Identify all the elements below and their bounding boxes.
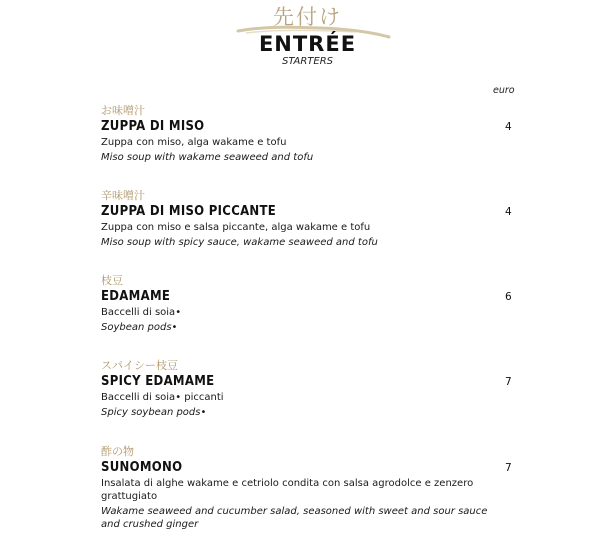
item-price: 7 bbox=[505, 376, 512, 388]
menu-item bbox=[101, 274, 521, 334]
item-japanese-name: 枝豆 bbox=[101, 274, 123, 287]
item-description-english: Miso soup with spicy sauce, wakame seaweed and tofu bbox=[101, 237, 378, 248]
item-description-english: Spicy soybean pods• bbox=[101, 407, 207, 418]
menu-item bbox=[101, 104, 521, 164]
item-description-italian: Zuppa con miso, alga wakame e tofu bbox=[101, 137, 287, 148]
section-subtitle: STARTERS bbox=[281, 56, 334, 67]
currency-label: euro bbox=[493, 85, 515, 96]
item-description-english: Miso soup with wakame seaweed and tofu bbox=[101, 152, 314, 163]
item-japanese-name: 酢の物 bbox=[101, 445, 134, 458]
menu-header bbox=[0, 4, 615, 68]
menu-item bbox=[101, 445, 521, 531]
item-price: 7 bbox=[505, 462, 512, 474]
item-name: ZUPPA DI MISO bbox=[101, 119, 205, 134]
japanese-section-title: 先付け bbox=[273, 5, 342, 29]
item-price: 6 bbox=[505, 291, 512, 303]
item-description-italian: Baccelli di soia• piccanti bbox=[101, 392, 224, 403]
item-description-english: Wakame seaweed and cucumber salad, seasoned with sweet and sour sauce and crushed ginger bbox=[101, 506, 488, 530]
item-name: EDAMAME bbox=[101, 289, 171, 304]
item-japanese-name: 辛味噌汁 bbox=[101, 189, 145, 202]
item-price: 4 bbox=[505, 206, 512, 218]
item-description-english: Soybean pods• bbox=[101, 322, 178, 333]
menu-item bbox=[101, 359, 521, 419]
item-description-italian: Insalata di alghe wakame e cetriolo condita con salsa agrodolce e zenzero grattugiato bbox=[101, 478, 474, 502]
item-price: 4 bbox=[505, 121, 512, 133]
menu-item bbox=[101, 189, 521, 249]
section-title: ENTRÉE bbox=[258, 32, 357, 56]
item-name: ZUPPA DI MISO PICCANTE bbox=[101, 204, 277, 219]
item-name: SUNOMONO bbox=[101, 460, 183, 475]
item-name: SPICY EDAMAME bbox=[101, 374, 215, 389]
item-japanese-name: お味噌汁 bbox=[101, 104, 145, 117]
item-description-italian: Zuppa con miso e salsa piccante, alga wakame e tofu bbox=[101, 222, 371, 233]
item-japanese-name: スパイシー枝豆 bbox=[101, 359, 178, 372]
item-description-italian: Baccelli di soia• bbox=[101, 307, 182, 318]
